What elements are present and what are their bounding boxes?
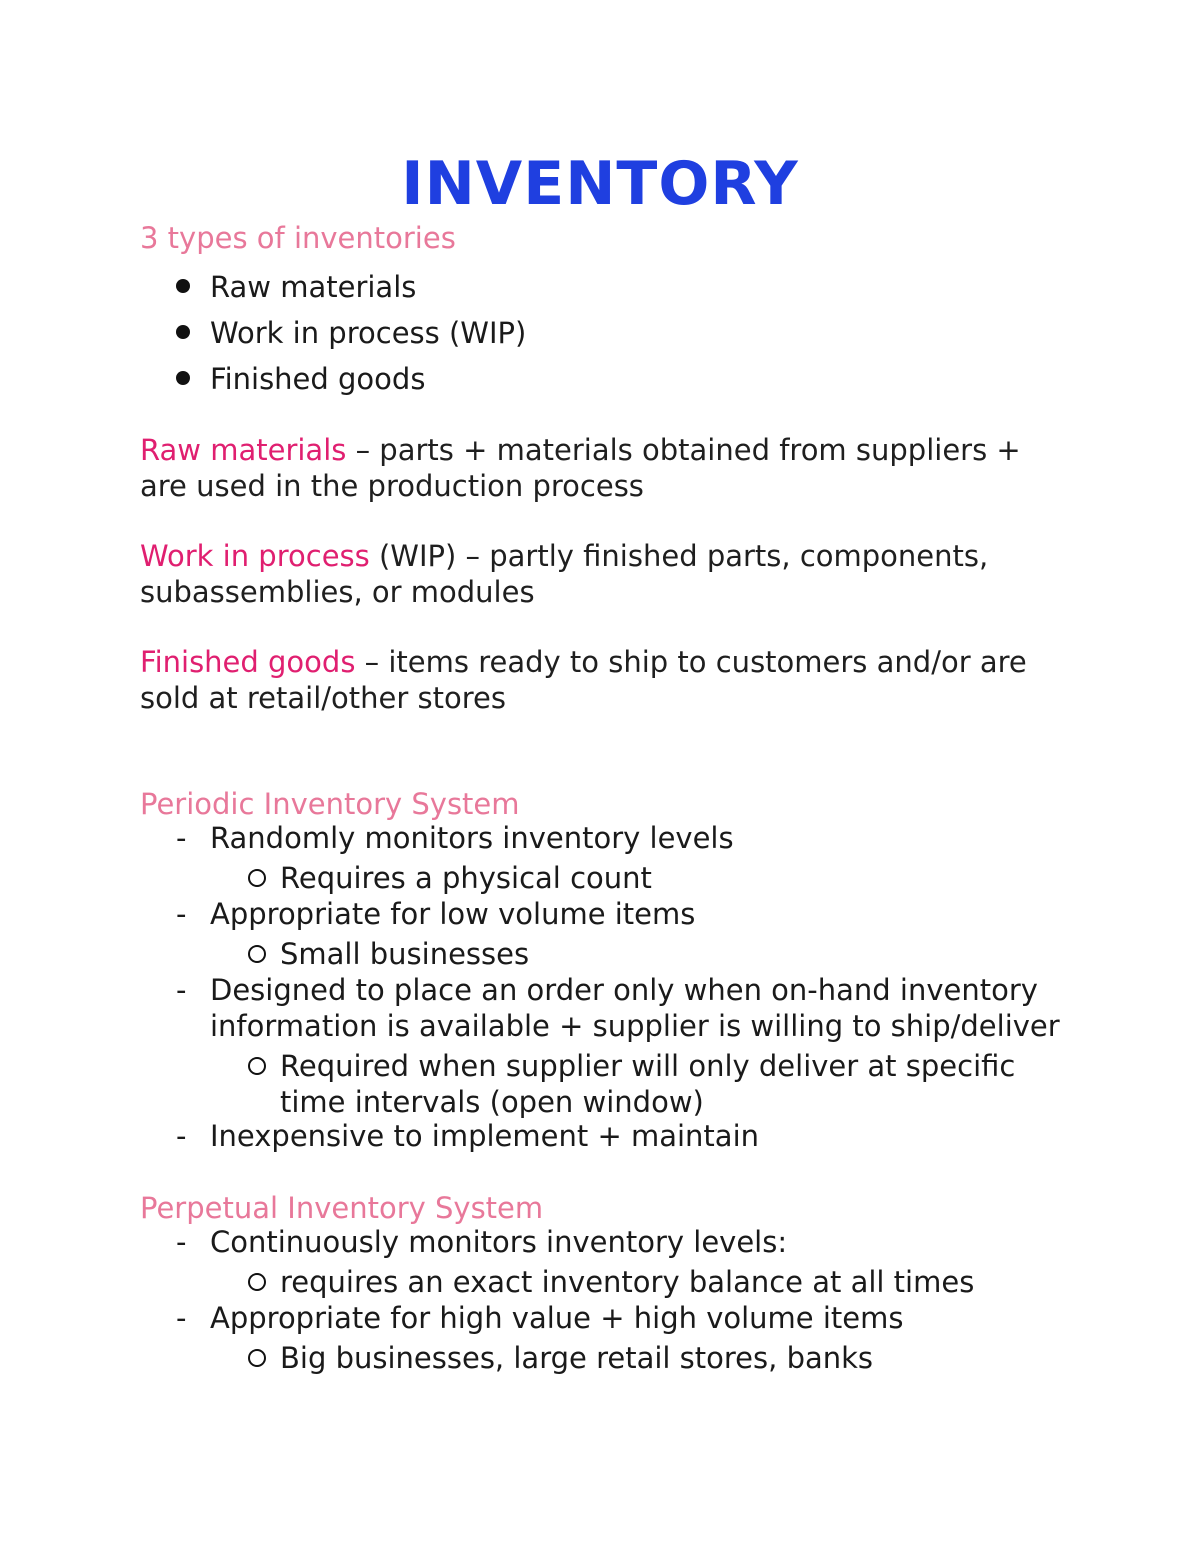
sub-list-item: Big businesses, large retail stores, banks: [248, 1340, 873, 1376]
list-item: Work in process (WIP): [176, 310, 526, 356]
dash-icon: -: [176, 821, 187, 855]
bullet-icon: [176, 279, 190, 293]
list-item: - Designed to place an order only when on-hand inventory information is available + supplier is willing to ship/deliver: [176, 973, 1060, 1043]
dash-icon: -: [176, 897, 187, 931]
term-label: Finished goods: [140, 645, 356, 679]
sub-list-item: Requires a physical count: [248, 860, 652, 896]
term-label: Work in process: [140, 539, 370, 573]
page-title: INVENTORY: [401, 149, 799, 219]
list-item: - Randomly monitors inventory levels: [176, 821, 734, 855]
circle-bullet-icon: [248, 1273, 266, 1291]
circle-bullet-icon: [248, 1349, 266, 1367]
types-heading: 3 types of inventories: [140, 221, 456, 255]
circle-bullet-icon: [248, 1057, 266, 1075]
bullet-icon: [176, 325, 190, 339]
list-item: Finished goods: [176, 356, 425, 402]
dash-icon: -: [176, 973, 187, 1007]
list-item: - Inexpensive to implement + maintain: [176, 1119, 760, 1153]
list-item: - Continuously monitors inventory levels:: [176, 1225, 788, 1259]
sub-list-item: Small businesses: [248, 936, 529, 972]
circle-bullet-icon: [248, 945, 266, 963]
list-item: - Appropriate for low volume items: [176, 897, 696, 931]
dash-icon: -: [176, 1301, 187, 1335]
term-label: Raw materials: [140, 433, 347, 467]
list-item: Raw materials: [176, 264, 416, 310]
perpetual-heading: Perpetual Inventory System: [140, 1191, 544, 1225]
periodic-heading: Periodic Inventory System: [140, 787, 520, 821]
dash-icon: -: [176, 1119, 187, 1153]
circle-bullet-icon: [248, 869, 266, 887]
definition-wip: Work in process (WIP) – partly finished parts, components, subassemblies, or modules: [140, 539, 989, 609]
sub-list-item: Required when supplier will only deliver at specific time intervals (open window): [248, 1048, 1015, 1120]
bullet-icon: [176, 371, 190, 385]
definition-raw-materials: Raw materials – parts + materials obtained from suppliers + are used in the production process: [140, 433, 1021, 503]
sub-list-item: requires an exact inventory balance at all times: [248, 1264, 974, 1300]
definition-finished-goods: Finished goods – items ready to ship to customers and/or are sold at retail/other stores: [140, 645, 1027, 715]
dash-icon: -: [176, 1225, 187, 1259]
list-item: - Appropriate for high value + high volume items: [176, 1301, 904, 1335]
